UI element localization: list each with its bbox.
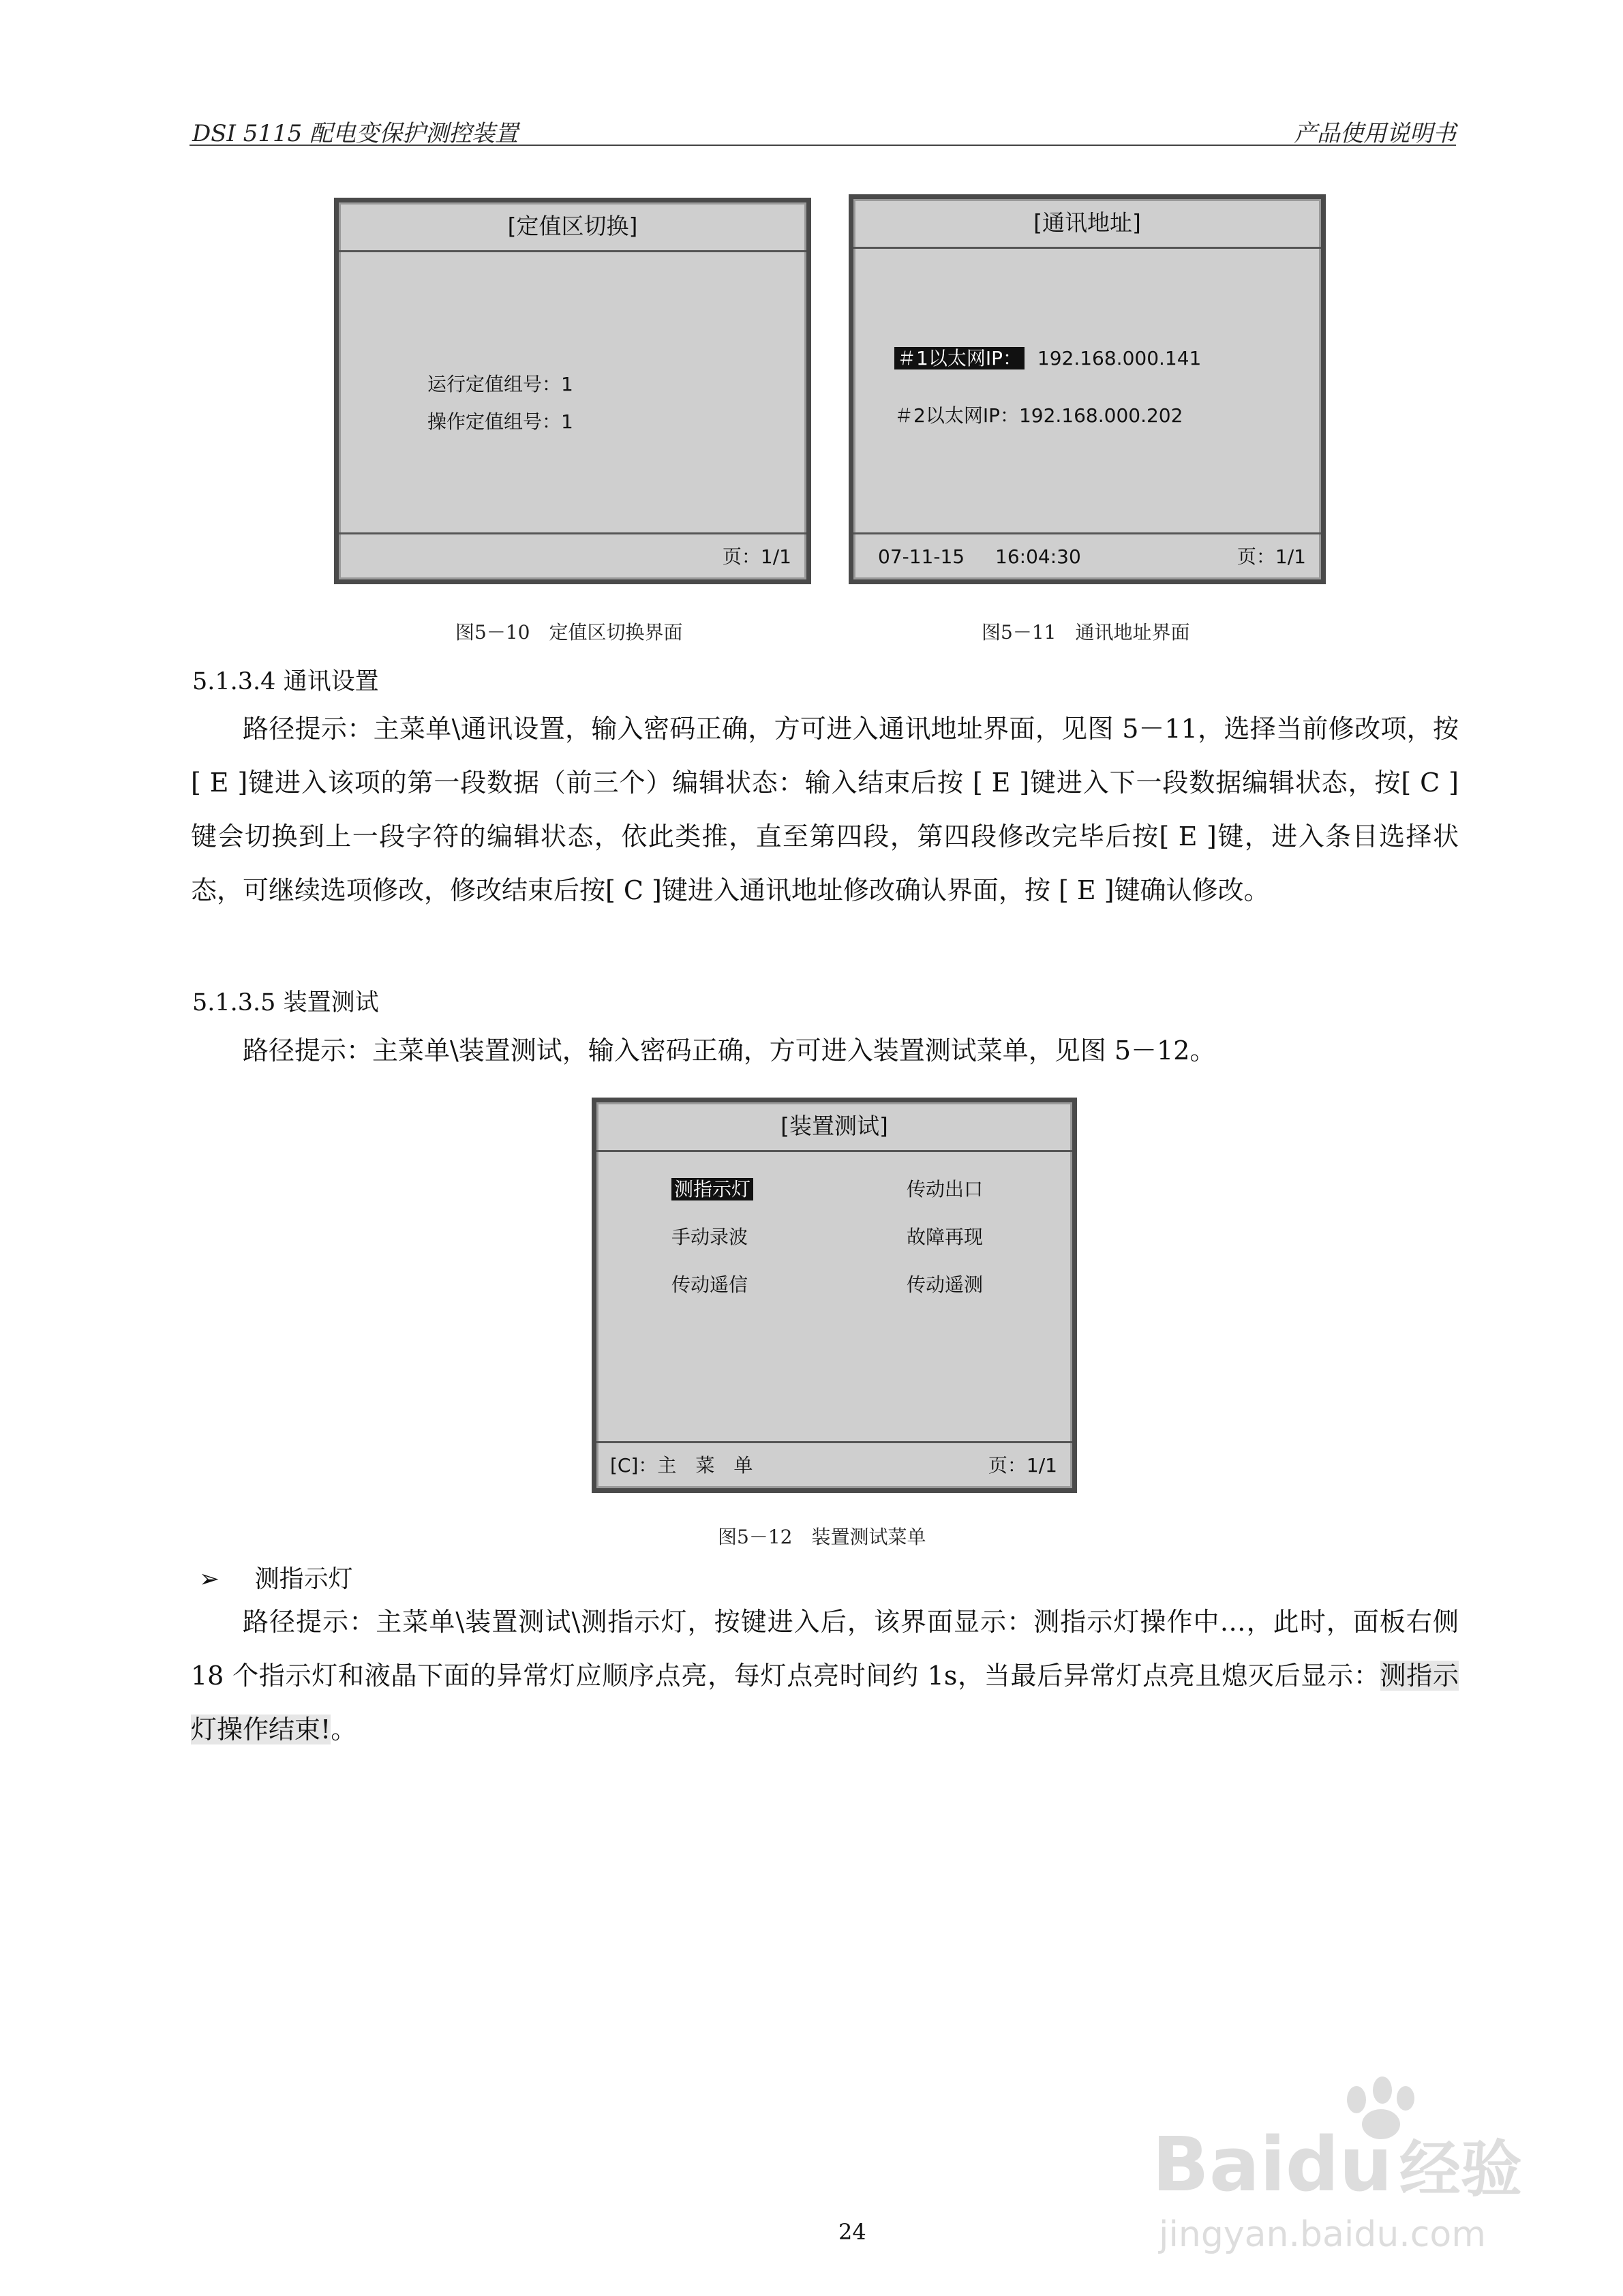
bullet-item bbox=[199, 1560, 353, 1595]
lcd-footer bbox=[853, 532, 1321, 579]
date-readout: 07-11-15 bbox=[878, 545, 965, 568]
menu-item-fault-replay[interactable]: 故障再现 bbox=[907, 1226, 984, 1248]
baidu-jingyan-watermark bbox=[1152, 2059, 1534, 2263]
watermark-url: jingyan.baidu.com bbox=[1159, 2214, 1486, 2255]
page-indicator: 页：1/1 bbox=[1237, 545, 1306, 568]
menu-item-test-indicator-lights[interactable]: 测指示灯 bbox=[671, 1175, 753, 1202]
lcd-title: [通讯地址] bbox=[853, 199, 1321, 249]
ethernet-ip-2[interactable]: ＃2以太网IP：192.168.000.202 bbox=[894, 404, 1183, 427]
section-heading-5-1-3-4: 5.1.3.4 通讯设置 bbox=[192, 668, 379, 695]
ethernet-ip-1-value: 192.168.000.141 bbox=[1037, 347, 1202, 369]
paragraph-test-lights bbox=[191, 1595, 1459, 1757]
menu-item-transmission-telesignal[interactable]: 传动遥信 bbox=[671, 1273, 748, 1296]
operating-group-number: 操作定值组号：1 bbox=[427, 410, 573, 433]
header-left: DSI 5115 配电变保护测控装置 bbox=[192, 120, 519, 147]
lcd-footer bbox=[339, 532, 806, 579]
caption-fig-5-12: 图5－12 装置测试菜单 bbox=[718, 1526, 926, 1548]
paragraph-comm-settings bbox=[191, 702, 1459, 918]
section-heading-5-1-3-5: 5.1.3.5 装置测试 bbox=[192, 989, 379, 1016]
caption-fig-5-11: 图5－11 通讯地址界面 bbox=[982, 621, 1190, 644]
ethernet-ip-1-label: ＃1以太网IP： bbox=[894, 347, 1025, 369]
header-divider bbox=[189, 145, 1456, 146]
menu-item-transmission-output[interactable]: 传动出口 bbox=[907, 1178, 984, 1200]
paragraph-text: 路径提示：主菜单\装置测试\测指示灯，按键进入后，该界面显示：测指示灯操作中…，此时，面板右侧 18 个指示灯和液晶下面的异常灯应顺序点亮，每灯点亮时间约 1s，当最后异常灯点亮且熄灭后显示：测指示灯操作结束!。 bbox=[191, 1607, 1459, 1744]
caption-fig-5-10: 图5－10 定值区切换界面 bbox=[455, 621, 683, 644]
time-readout: 16:04:30 bbox=[995, 545, 1081, 568]
paragraph-device-test bbox=[191, 1024, 1459, 1078]
main-menu-shortcut[interactable]: [C]：主 菜 单 bbox=[610, 1454, 753, 1477]
watermark-brand: Baidu 经验 bbox=[1152, 2121, 1522, 2208]
lcd-device-test-menu bbox=[592, 1098, 1077, 1493]
menu-item-transmission-telemetry[interactable]: 传动遥测 bbox=[907, 1273, 984, 1296]
highlighted-message: 测指示灯操作结束! bbox=[191, 1661, 1459, 1744]
bullet-text: 测指示灯 bbox=[254, 1565, 353, 1593]
running-group-number: 运行定值组号：1 bbox=[427, 373, 573, 395]
lcd-title: [装置测试] bbox=[596, 1102, 1072, 1152]
paragraph-text: 路径提示：主菜单\通讯设置，输入密码正确，方可进入通讯地址界面，见图 5－11，选择当前修改项，按[ E ]键进入该项的第一段数据（前三个）编辑状态：输入结束后按 [ E ]键进入下一段数据编辑状态，按[ C ] 键会切换到上一段字符的编辑状态，依此类推，直至第四段，第四段修改完毕后按[ E ]键，进入条目选择状态，可继续选项修改，修改结束后按[ C ]键进入通讯地址修改确认界面，按 [ E ]键确认修改。 bbox=[191, 714, 1459, 905]
lcd-setting-zone-switch bbox=[334, 198, 811, 584]
page-indicator: 页：1/1 bbox=[988, 1454, 1057, 1477]
header-right: 产品使用说明书 bbox=[1294, 120, 1456, 147]
paragraph-text: 路径提示：主菜单\装置测试，输入密码正确，方可进入装置测试菜单，见图 5－12。 bbox=[243, 1036, 1216, 1066]
lcd-title: [定值区切换] bbox=[339, 202, 806, 252]
lcd-comm-address bbox=[849, 194, 1326, 584]
ethernet-ip-1[interactable] bbox=[894, 344, 1201, 371]
menu-item-manual-recording[interactable]: 手动录波 bbox=[671, 1226, 748, 1248]
page-number: 24 bbox=[838, 2219, 866, 2245]
bullet-arrow-icon: ➢ bbox=[199, 1565, 220, 1593]
lcd-footer bbox=[596, 1441, 1072, 1488]
page-indicator: 页：1/1 bbox=[722, 545, 791, 568]
